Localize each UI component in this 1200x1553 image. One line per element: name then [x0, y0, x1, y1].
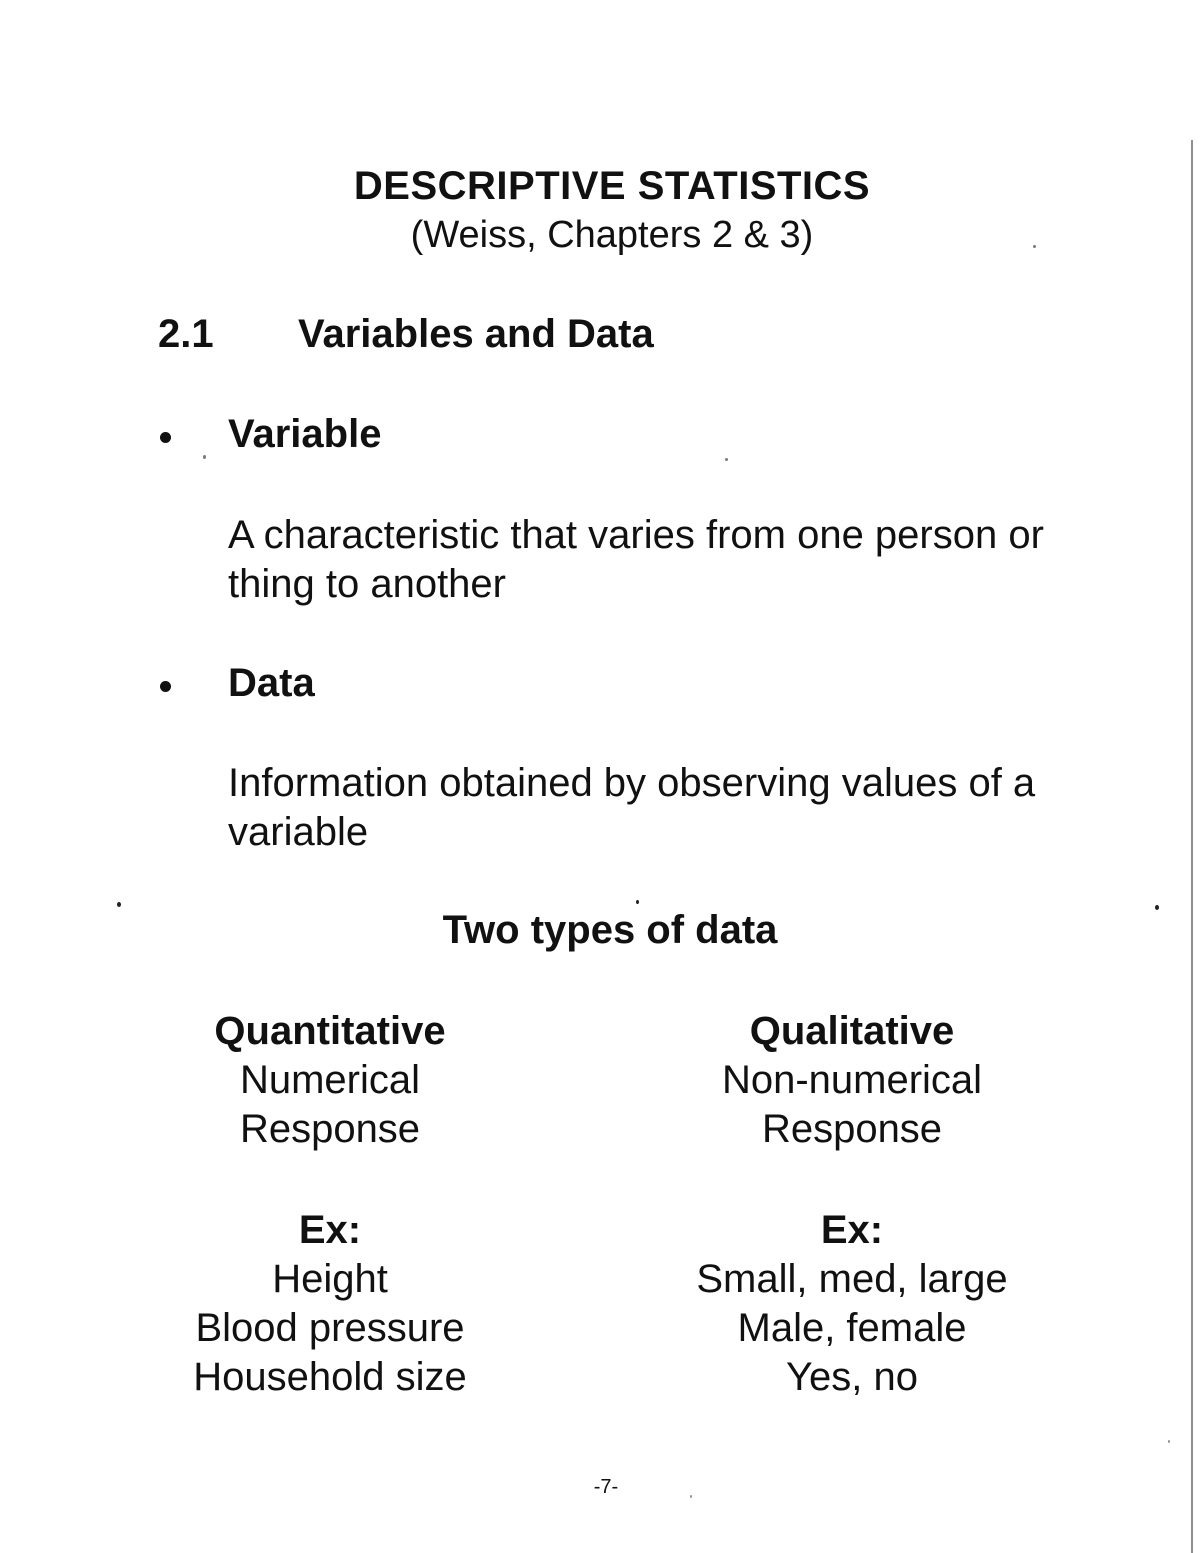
scan-speck — [725, 458, 728, 461]
quantitative-example: Blood pressure — [195, 1306, 465, 1350]
qualitative-desc-line: Non-numerical — [721, 1058, 983, 1102]
qualitative-column — [652, 1007, 1052, 1154]
section-title: Variables and Data — [298, 312, 654, 356]
quantitative-example: Household size — [193, 1355, 467, 1399]
qualitative-ex-label: Ex: — [820, 1208, 884, 1252]
bullet-icon — [158, 430, 176, 448]
qualitative-heading: Qualitative — [749, 1009, 955, 1053]
page-number: -7- — [593, 1476, 619, 1498]
quantitative-example: Height — [272, 1257, 388, 1301]
quantitative-desc-line: Response — [239, 1107, 421, 1151]
qualitative-example: Yes, no — [786, 1355, 918, 1399]
scan-speck — [1168, 1440, 1170, 1443]
term-variable: Variable — [228, 412, 382, 456]
qualitative-desc-line: Response — [761, 1107, 943, 1151]
qualitative-example: Male, female — [737, 1306, 967, 1350]
scan-edge-line — [1191, 140, 1193, 1553]
scan-speck — [690, 1495, 692, 1498]
definition-variable: A characteristic that varies from one person or thing to another — [228, 513, 1044, 606]
types-heading: Two types of data — [442, 908, 778, 952]
scan-speck — [203, 455, 206, 459]
qualitative-examples — [652, 1206, 1052, 1402]
quantitative-desc-line: Numerical — [239, 1058, 421, 1102]
definition-data: Information obtained by observing values of a variable — [228, 761, 1036, 854]
scan-speck — [117, 902, 121, 907]
page-subtitle: (Weiss, Chapters 2 & 3) — [410, 214, 814, 256]
quantitative-ex-label: Ex: — [298, 1208, 362, 1252]
page-title: DESCRIPTIVE STATISTICS — [353, 164, 871, 208]
scan-speck — [636, 900, 639, 904]
quantitative-heading: Quantitative — [214, 1009, 446, 1053]
quantitative-column — [130, 1007, 530, 1154]
qualitative-example: Small, med, large — [696, 1257, 1008, 1301]
bullet-icon — [158, 679, 176, 697]
scan-speck — [1155, 905, 1159, 910]
section-number: 2.1 — [158, 312, 214, 356]
quantitative-examples — [130, 1206, 530, 1402]
scan-speck — [1033, 245, 1036, 248]
term-data: Data — [228, 661, 315, 705]
